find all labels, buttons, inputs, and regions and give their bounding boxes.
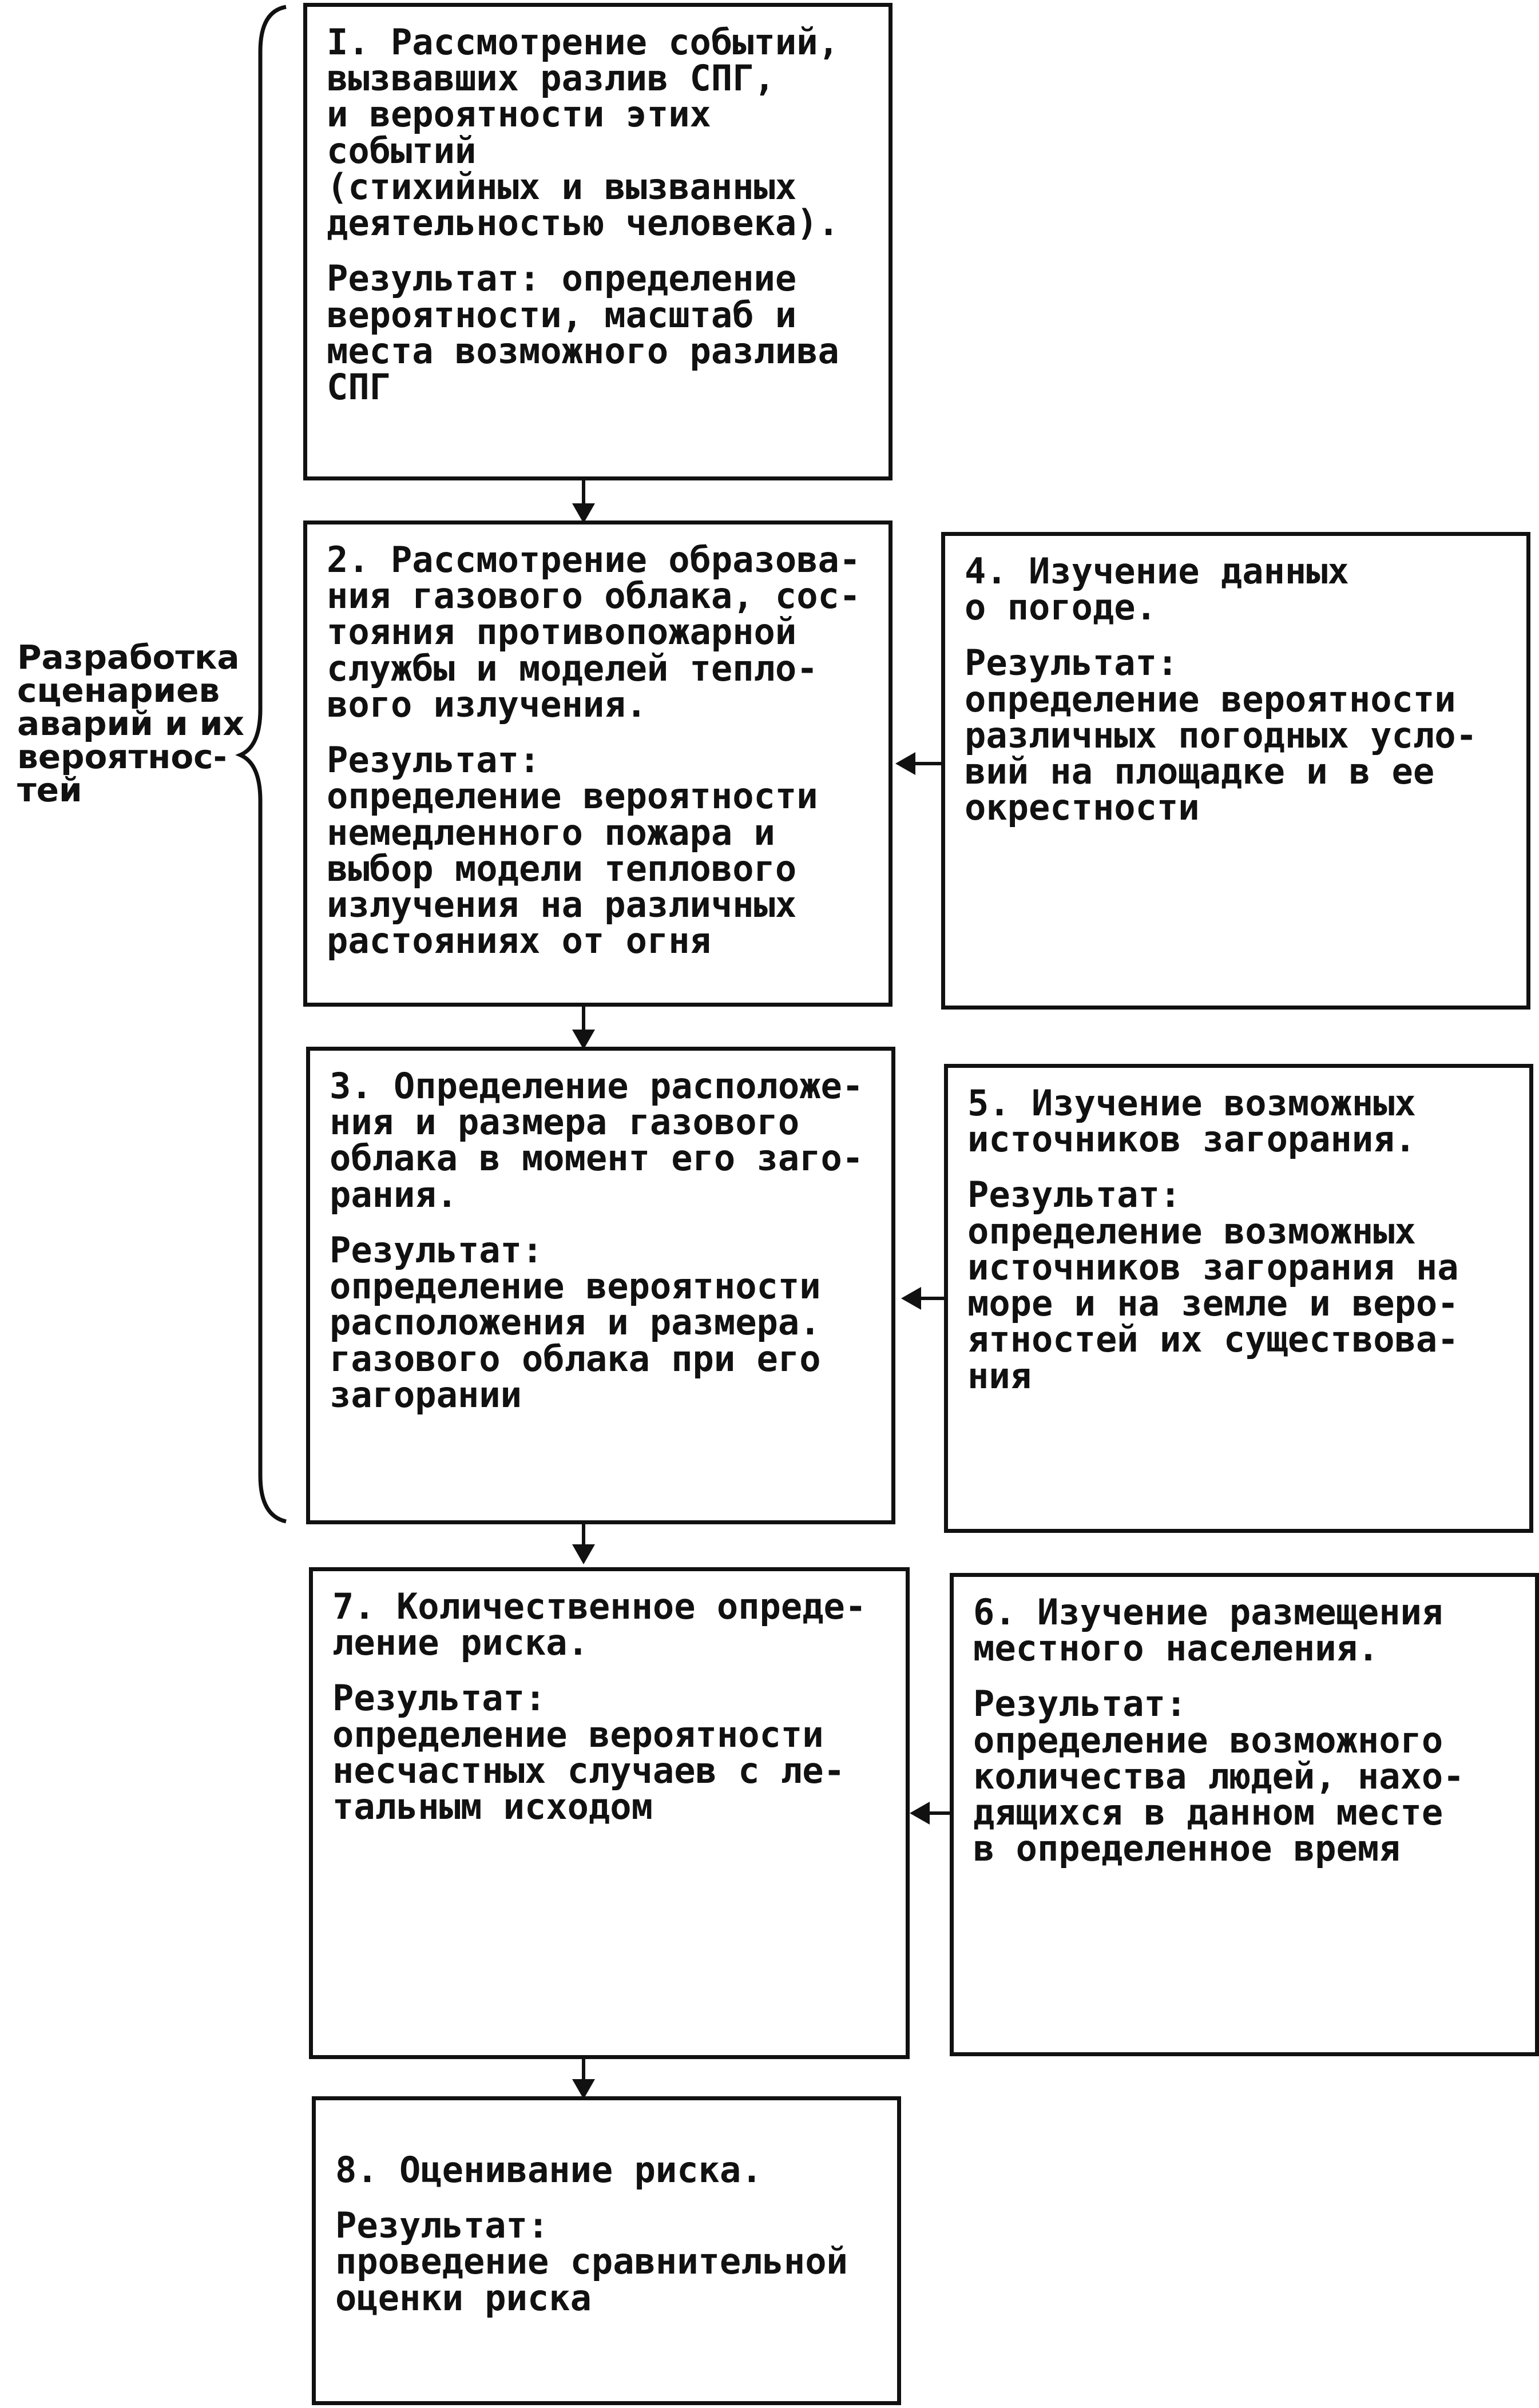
arrow-3-to-7: [572, 1524, 595, 1564]
result-text: определение возможного количества людей, нахо- дящихся в данном месте в определенное время: [973, 1719, 1465, 1870]
arrow-2-to-3: [572, 1007, 595, 1050]
step-title: 4. Изучение данных о погоде.: [965, 550, 1349, 629]
arrow-5-to-3: [901, 1287, 944, 1310]
step-box-7: [309, 1567, 910, 2059]
step-box-2: [303, 520, 893, 1007]
result-label: Результат:: [973, 1683, 1187, 1725]
result-label: Результат:: [965, 642, 1179, 684]
result-text: вероятности, масштаб и места возможного разлива СПГ: [327, 293, 839, 408]
step-box-4: [941, 532, 1530, 1010]
step-title: 2. Рассмотрение образова- ния газового облака, сос- тояния противопожарной службы и моделей тепло- вого излучения.: [327, 539, 861, 725]
result-label: Результат:: [327, 739, 541, 781]
result-text: определение возможных источников загорания на море и на земле и веро- ятностей их существова- ния: [967, 1210, 1459, 1397]
arrow-6-to-7: [910, 1802, 950, 1825]
step-box-1: [303, 3, 893, 480]
result-text: определение вероятности немедленного пожара и выбор модели теплового излучения на различных растояниях от огня: [327, 775, 818, 962]
arrow-1-to-2: [572, 480, 595, 523]
step-title: 3. Определение расположе- ния и размера газового облака в момент его заго- рания.: [330, 1065, 864, 1215]
side-group-label: Разработка сценариев аварий и их вероятнос- тей: [17, 638, 244, 809]
step-title: I. Рассмотрение событий, вызвавших разлив СПГ, и вероятности этих событий (стихийных и вызванных деятельностью человека).: [327, 21, 839, 244]
result-text: проведение сравнительной оценки риска: [335, 2240, 848, 2319]
step-title: 7. Количественное опреде- ление риска.: [332, 1586, 867, 1664]
arrow-7-to-8: [572, 2059, 595, 2099]
result-label: Результат:: [335, 2204, 549, 2247]
grouping-brace: [240, 7, 286, 1521]
step-title: 8. Оценивание риска.: [335, 2149, 763, 2191]
result-label: Результат: определение: [327, 257, 797, 300]
step-box-6: [950, 1573, 1539, 2056]
step-box-8: [312, 2096, 901, 2405]
result-text: определение вероятности расположения и размера. газового облака при его загорании: [330, 1265, 821, 1416]
result-text: определение вероятности несчастных случаев с ле- тальным исходом: [332, 1713, 845, 1828]
result-label: Результат:: [967, 1174, 1181, 1216]
step-title: 6. Изучение размещения местного населения.: [973, 1591, 1443, 1670]
arrow-4-to-2: [895, 752, 941, 775]
step-box-3: [306, 1047, 895, 1524]
result-text: определение вероятности различных погодных усло- вий на площадке и в ее окрестности: [965, 678, 1477, 829]
step-box-5: [944, 1064, 1533, 1533]
result-label: Результат:: [330, 1229, 544, 1271]
result-label: Результат:: [332, 1677, 546, 1719]
step-title: 5. Изучение возможных источников загорания.: [967, 1082, 1416, 1161]
